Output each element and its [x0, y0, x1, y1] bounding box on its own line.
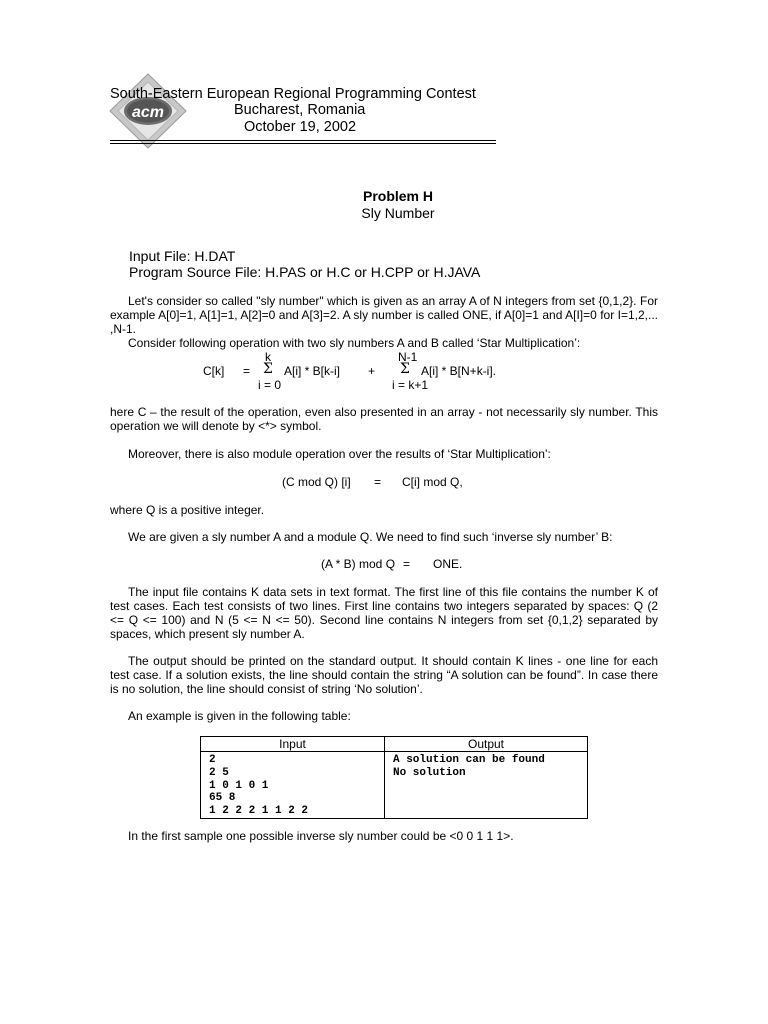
table-row	[201, 752, 588, 819]
inverse-lhs: (A * B) mod Q	[321, 557, 396, 571]
formula-lhs: C[k]	[203, 364, 225, 378]
formula-term2: A[i] * B[N+k-i].	[421, 364, 497, 378]
problem-name: Sly Number	[361, 205, 435, 221]
output-line: A solution can be found	[393, 754, 545, 766]
contest-date: October 19, 2002	[244, 119, 357, 135]
table-cell-input	[201, 752, 385, 819]
table-header-input: Input	[201, 737, 385, 752]
input-line: 65 8	[209, 792, 236, 805]
sigma-symbol-1: Σ	[263, 361, 273, 377]
table-header-row	[201, 737, 588, 752]
module-lhs: (C mod Q) [i]	[282, 475, 351, 489]
sum2-lower: i = k+1	[392, 378, 429, 392]
input-line: 2	[209, 754, 216, 766]
input-line: 1 0 1 0 1	[209, 779, 269, 792]
table-header-output: Output	[385, 737, 588, 752]
sum1-upper: k	[265, 350, 271, 364]
acm-logo	[108, 72, 188, 150]
module-rhs: C[i] mod Q,	[402, 475, 463, 489]
paragraph-inverse: We are given a sly number A and a module Q. We need to find such ‘inverse sly number’ B:	[128, 530, 613, 544]
formula-plus: +	[368, 364, 376, 378]
paragraph-output-format: The output should be printed on the standard output. It should contain K lines - one line for each test case. If a solution exists, the line should contain the string “A solution can be found”. In case there is no solution, the line should consist of string ‘No solution’.	[110, 654, 658, 696]
paragraph-result: here C – the result of the operation, even also presented in an array - not necessarily sly number. This operation we will denote by <*> symbol.	[110, 405, 658, 433]
paragraph-intro: Let's consider so called "sly number" which is given as an array A of N integers from set {0,1,2}. For example A[0]=1, A[1]=1, A[2]=0 and A[3]=2. A sly number is called ONE, if A[0]=1 and A[I]=0 for I=1,2,... ,N-1.	[110, 294, 658, 336]
output-line: No solution	[393, 766, 466, 779]
input-line: 2 5	[209, 766, 229, 779]
inverse-equals: =	[403, 557, 411, 571]
inverse-rhs: ONE.	[433, 557, 463, 571]
contest-location: Bucharest, Romania	[234, 102, 366, 118]
sigma-symbol-2: Σ	[400, 361, 410, 377]
table-cell-output	[385, 752, 588, 819]
paragraph-star-mult: Consider following operation with two sly numbers A and B called ‘Star Multiplication’:	[128, 336, 581, 350]
input-file: Input File: H.DAT	[129, 248, 236, 264]
paragraph-q-positive: where Q is a positive integer.	[110, 503, 265, 517]
acm-logo-text: acm	[131, 104, 165, 121]
paragraph-sample-note: In the first sample one possible inverse sly number could be <0 0 1 1 1>.	[128, 829, 514, 843]
header-rule-top	[110, 140, 496, 141]
example-table	[200, 736, 588, 819]
formula-term1: A[i] * B[k-i]	[284, 364, 341, 378]
input-line: 1 2 2 2 1 1 2 2	[209, 805, 309, 818]
header-rule-bottom	[110, 143, 496, 144]
problem-label: Problem H	[362, 188, 433, 204]
paragraph-input-format: The input file contains K data sets in text format. The first line of this file contains the number K of test cases. Each test consists of two lines. First line contains two integers separated by spaces: Q (2 <= Q <= 100) and N (5 <= N <= 50). Second line contains N integers from set {0,1,2} separated by spaces, which present sly number A.	[110, 585, 658, 641]
paragraph-module: Moreover, there is also module operation over the results of ‘Star Multiplication’:	[128, 447, 551, 461]
sum2-upper: N-1	[398, 350, 418, 364]
formula-equals: =	[243, 364, 251, 378]
paragraph-example-intro: An example is given in the following table:	[128, 709, 351, 723]
sum1-lower: i = 0	[258, 378, 282, 392]
source-file: Program Source File: H.PAS or H.C or H.CPP or H.JAVA	[129, 264, 481, 280]
contest-name: South-Eastern European Regional Programming Contest	[110, 86, 476, 102]
module-equals: =	[374, 475, 382, 489]
